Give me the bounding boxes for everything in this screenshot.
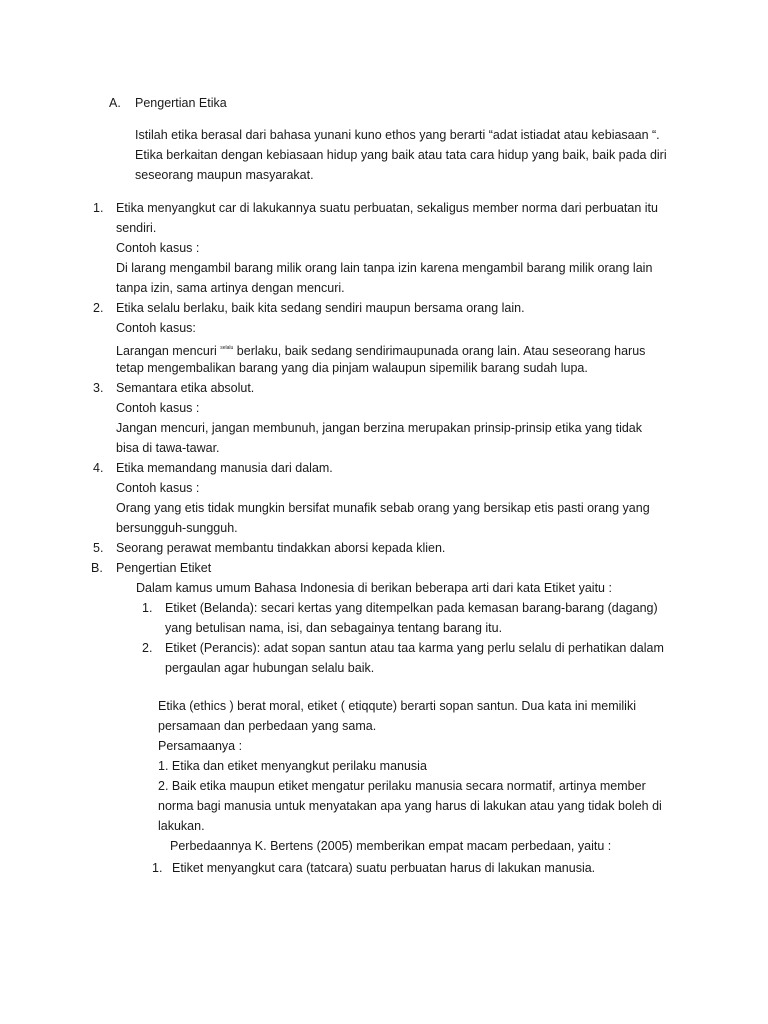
paragraph-line: norma bagi manusia untuk menyatakan apa yang harus di lakukan atau yang tidak boleh di xyxy=(158,799,662,813)
list-item-text: tanpa izin, sama artinya dengan mencuri. xyxy=(116,281,345,295)
section-b-marker: B. xyxy=(91,561,103,575)
section-b-intro: Dalam kamus umum Bahasa Indonesia di berikan beberapa arti dari kata Etiket yaitu : xyxy=(136,581,612,595)
text-fragment: Larangan mencuri xyxy=(116,344,221,358)
list-item-number: 4. xyxy=(93,461,104,475)
list-item-text: Etiket (Perancis): adat sopan santun atau taa karma yang perlu selalu di perhatikan dalam xyxy=(165,641,664,655)
section-a-intro-line: Etika berkaitan dengan kebiasaan hidup yang baik atau tata cara hidup yang baik, baik pada diri xyxy=(135,148,667,162)
list-item-text: Etiket (Belanda): secari kertas yang ditempelkan pada kemasan barang-barang (dagang) xyxy=(165,601,658,615)
paragraph-line: 2. Baik etika maupun etiket mengatur perilaku manusia secara normatif, artinya member xyxy=(158,779,646,793)
example-label: Contoh kasus: xyxy=(116,321,196,335)
section-a-marker: A. xyxy=(109,96,121,110)
differences-intro: Perbedaannya K. Bertens (2005) memberikan empat macam perbedaan, yaitu : xyxy=(170,839,612,853)
section-b-heading: Pengertian Etiket xyxy=(116,561,212,575)
paragraph-line: lakukan. xyxy=(158,819,205,833)
section-a-heading: Pengertian Etika xyxy=(135,96,227,110)
list-item-text: Etika memandang manusia dari dalam. xyxy=(116,461,333,475)
list-item-text: bisa di tawa-tawar. xyxy=(116,441,220,455)
list-item-text: Di larang mengambil barang milik orang lain tanpa izin karena mengambil barang milik orang lain xyxy=(116,261,653,275)
list-item-number: 1. xyxy=(152,861,163,875)
section-a-intro-line: Istilah etika berasal dari bahasa yunani kuno ethos yang berarti “adat istiadat atau kebiasaan “. xyxy=(135,128,660,142)
list-item-text: Etiket menyangkut cara (tatcara) suatu perbuatan harus di lakukan manusia. xyxy=(172,861,596,875)
similarity-label: Persamaanya : xyxy=(158,739,243,753)
list-item-text: Jangan mencuri, jangan membunuh, jangan berzina merupakan prinsip-prinsip etika yang tidak xyxy=(116,421,643,435)
list-item-text: Etika menyangkut car di lakukannya suatu perbuatan, sekaligus member norma dari perbuatan itu xyxy=(116,201,658,215)
example-label: Contoh kasus : xyxy=(116,481,200,495)
text-fragment: berlaku, baik sedang sendirimaupunada orang lain. Atau seseorang harus xyxy=(233,344,646,358)
example-label: Contoh kasus : xyxy=(116,401,200,415)
list-item-number: 1. xyxy=(93,201,104,215)
list-item-number: 2. xyxy=(93,301,104,315)
list-item-text xyxy=(116,340,645,359)
paragraph-line: persamaan dan perbedaan yang sama. xyxy=(158,719,377,733)
paragraph-line: Etika (ethics ) berat moral, etiket ( etiqqute) berarti sopan santun. Dua kata ini memiliki xyxy=(158,699,636,713)
list-item-text: Orang yang etis tidak mungkin bersifat munafik sebab orang yang bersikap etis pasti orang yang xyxy=(116,501,650,515)
superscript-note: selalu xyxy=(220,345,234,351)
section-a-intro-line: seseorang maupun masyarakat. xyxy=(135,168,314,182)
list-item-text: Semantara etika absolut. xyxy=(116,381,255,395)
list-item-text: Seorang perawat membantu tindakkan aborsi kepada klien. xyxy=(116,541,446,555)
paragraph-line: 1. Etika dan etiket menyangkut perilaku manusia xyxy=(158,759,427,773)
list-item-number: 5. xyxy=(93,541,104,555)
list-item-number: 3. xyxy=(93,381,104,395)
list-item-text: pergaulan agar hubungan selalu baik. xyxy=(165,661,375,675)
list-item-text: tetap mengembalikan barang yang dia pinjam walaupun sipemilik barang sudah lupa. xyxy=(116,361,588,375)
list-item-number: 1. xyxy=(142,601,153,615)
list-item-text: Etika selalu berlaku, baik kita sedang sendiri maupun bersama orang lain. xyxy=(116,301,525,315)
list-item-text: yang betulisan nama, isi, dan sebagainya tentang barang itu. xyxy=(165,621,503,635)
list-item-text: sendiri. xyxy=(116,221,157,235)
example-label: Contoh kasus : xyxy=(116,241,200,255)
list-item-text: bersungguh-sungguh. xyxy=(116,521,238,535)
list-item-number: 2. xyxy=(142,641,153,655)
